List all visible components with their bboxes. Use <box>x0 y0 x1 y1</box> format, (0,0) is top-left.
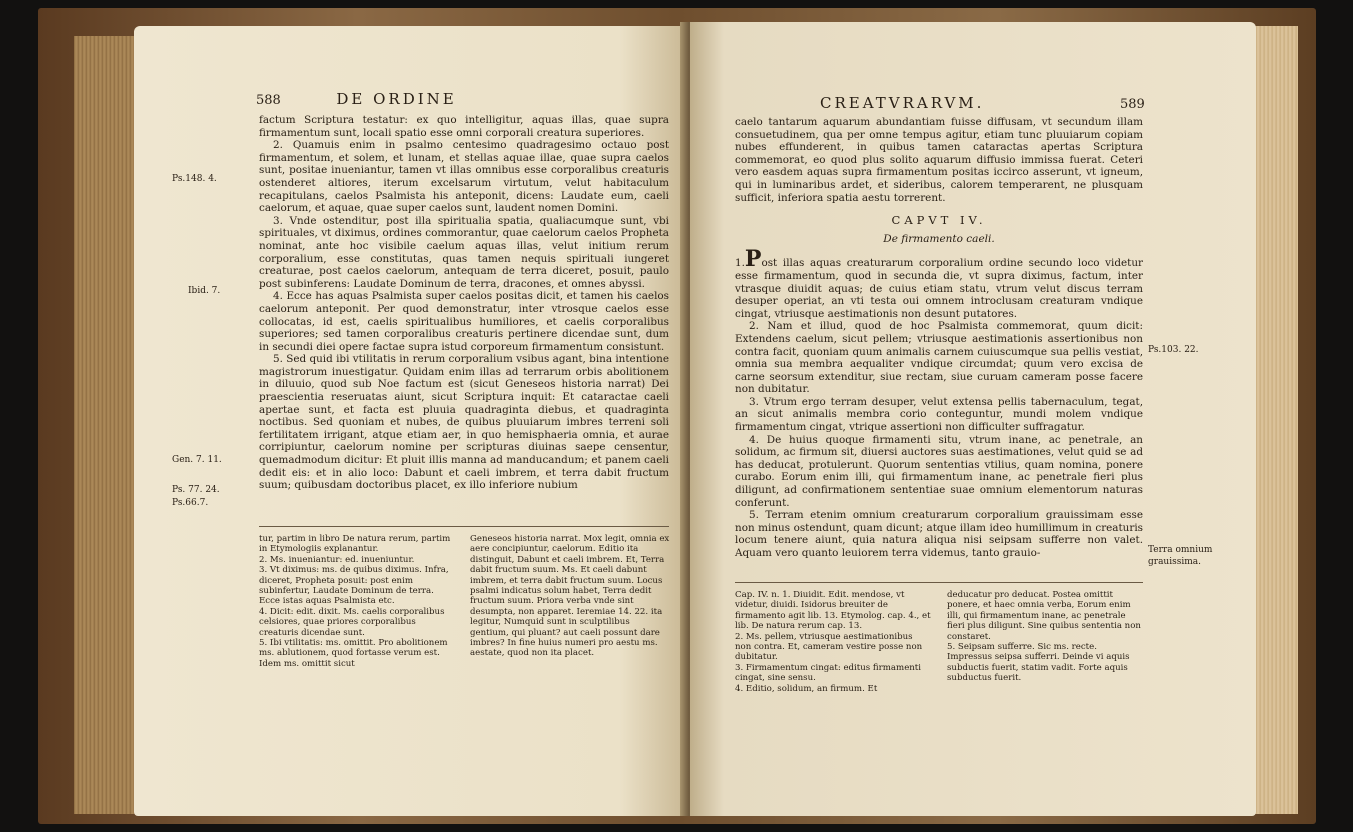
left-paragraph: factum Scriptura testatur: ex quo intelligitur, aquas illas, quae supra firmamentum sunt, locali spatio esse omni corporali creatura superiores. <box>259 114 669 139</box>
left-paragraph: 4. Ecce has aquas Psalmista super caelos positas dicit, et tamen his caelos caelorum anteponit. Per quod demonstratur, inter vtrosque caelos esse collocatas, id est, caelis spiritualibus humiliores, et caelis corporalibus superiores; sed tamen corporalibus creaturis pertinere dicendae sunt, dum in secundi diei opere factae supra istud corporeum firmamentum consistunt. <box>259 290 669 353</box>
chapter-subtitle: De firmamento caeli. <box>883 232 995 245</box>
note: 3. Vt diximus: ms. de quibus diximus. Infra, diceret, Propheta posuit: post enim subinfertur, Laudate Dominum de terra. Ecce istas aquas Psalmista etc. <box>259 565 449 607</box>
right-notes-col1 <box>735 590 931 694</box>
left-page <box>134 26 686 816</box>
note: tur, partim in libro De natura rerum, partim in Etymologiis explanantur. <box>259 534 451 555</box>
right-paragraph: 5. Terram etenim omnium creaturarum corporalium grauissimam esse non minus ostendunt, quam dicunt; atque illam ideo humillimum in creaturis locum tenere aiunt, quia natura aliqua nisi seipsam sufferre non valet. Aquam vero quanto leuiorem terra videmus, tanto grauio- <box>735 509 1143 559</box>
left-running-head <box>256 90 457 112</box>
margin-note: Ps.103. 22. <box>1148 345 1199 355</box>
right-notes-col2 <box>947 590 1143 684</box>
note: 5. Ibi vtilitatis: ms. omittit. Pro abolitionem ms. ablutionem, quod fortasse verum est. Idem ms. omittit sicut <box>259 638 448 669</box>
margin-note: Ibid. 7. <box>188 286 221 296</box>
left-body <box>259 114 669 492</box>
right-page-edges <box>1252 26 1298 814</box>
right-head-title: CREATVRARVM. <box>820 94 985 112</box>
note: 4. Editio, solidum, an firmum. Et <box>735 683 878 694</box>
first-paragraph-text: ost illas aquas creaturarum corporalium ordine secundo loco videtur esse firmamentum, quod in secunda die, vt supra diximus, factum, inter vtrasque diuidit aquas; de cuius etiam statu, vtrum velut discus terram desuper operiat, an vti testa oui omnem introclusam creaturam vndique cingat, vtriusque aestimationis non desunt putatores. <box>735 257 1143 320</box>
margin-note: grauissima. <box>1148 557 1201 567</box>
left-paragraph: 5. Sed quid ibi vtilitatis in rerum corporalium vsibus agant, bina intentione magistrorum inuestigatur. Quidam enim illas ad terrarum orbis abolitionem in diluuio, quod sub Noe factum est (sicut Geneseos historia narrat) Dei praescientia reseruatas aiunt, sicut Scriptura inquit: Et cataractae caeli apertae sunt, et facta est pluuia quadraginta diebus, et quadraginta noctibus. Sed quoniam et nubes, de quibus pluuiarum imbres terreni soli fertilitatem irrigant, atque etiam aer, in quo hemisphaeria omnia, et aurae corripiuntur, caelorum nomine per scripturas diuinas saepe censentur, quemadmodum dicitur: Et pluit illis manna ad manducandum; et panem caeli dedit eis: et in alio loco: Dabunt et caeli imbrem, et terra dabit fructum suum; quibusdam doctoribus placet, ex illo inferiore nubium <box>259 353 669 492</box>
note: 3. Firmamentum cingat: editus firmamenti cingat, sine sensu. <box>735 662 922 684</box>
chapter-title: CAPVT IV. <box>891 213 987 228</box>
note: 2. Ms. inueniantur: ed. inueniuntur. <box>259 554 415 565</box>
left-page-number: 588 <box>256 93 281 108</box>
paragraph-number: 1. <box>735 257 745 270</box>
right-page-number: 589 <box>1119 97 1145 112</box>
margin-note: Ps. 77. 24. <box>172 485 220 495</box>
left-paragraph: 3. Vnde ostenditur, post illa spiritualia spatia, qualiacumque sunt, vbi spirituales, vt diximus, ordines commorantur, quae caelorum caelos Propheta nominat, ante hoc visibile caelum aquas illas, velut initium rerum corporalium, esse constitutas, quas tamen nequis spirituali iungeret creaturae, post caelos caelorum, antequam de terra diceret, posuit, paulo post subinferens: Laudate Dominum de terra, dracones, et omnes abyssi. <box>259 214 669 290</box>
note: 4. Dicit: edit. dixit. Ms. caelis corporalibus celsiores, quae priores corporalibus creaturis dicendae sunt. <box>259 606 445 638</box>
note: deducatur pro deducat. Postea omittit ponere, et haec omnia verba, Eorum enim illi, qui firmamentum inane, ac penetrale fieri plus diligunt. Sine quibus sententia non constaret. <box>947 590 1141 642</box>
right-intro: caelo tantarum aquarum abundantiam fuisse diffusam, vt secundum illam consuetudinem, qua per omne tempus agitur, etiam tunc pluuiarum copiam nubes effunderent, in quibus tamen cataractas apertas Scriptura commemorat, eo quod plus solito aquarum diffusio immissa fuerat. Ceteri vero easdem aquas supra firmamentum positas iccirco asserunt, vt igneum, qui in luminaribus ardet, et sideribus, calorem temperarent, ne plusquam sufficit, inferiora spatia aestu torrerent. <box>735 116 1143 204</box>
margin-note: Ps.148. 4. <box>172 174 217 184</box>
note: 2. Ms. pellem, vtriusque aestimationibus non contra. Et, cameram vestire posse non dubitatur. <box>735 631 923 663</box>
right-paragraph: 4. De huius quoque firmamenti situ, vtrum inane, ac penetrale, an solidum, ac firmum sit, diuersi auctores suas aestimationes, velut quid se ad has deducat, protulerunt. Quorum sententias vtilius, quam nomina, ponere curabo. Eorum enim illi, qui firmamentum inane, ac penetrale fieri plus diligunt, ad confirmationem sententiae suae omnium elementorum naturas conferunt. <box>735 433 1143 509</box>
left-notes-col2 <box>470 534 670 659</box>
note: 5. Seipsam sufferre. Sic ms. recte. Impressus seipsa sufferri. Deinde vi aquis subductis fuerit, statim vadit. Forte aquis subductus fuerit. <box>947 642 1130 684</box>
left-paragraph: 2. Quamuis enim in psalmo centesimo quadragesimo octauo post firmamentum, et solem, et lunam, et stellas aquae illae, quae supra caelos sunt, positae inueniantur, tamen vt illas omnibus esse corporalibus creaturis ostenderet altiores, iterum excelsarum virtutum, velut habitaculum recapitulans, caelos Psalmista his anteponit, dicens: Laudate eum, caeli caelorum, et aquae, quae super caelos sunt, laudent nomen Domini. <box>259 139 669 215</box>
right-footnote-rule <box>735 582 1143 583</box>
note: Geneseos historia narrat. Mox legit, omnia ex aere concipiuntur, caelorum. Editio ita distinguit, Dabunt et caeli imbrem. Et, Terra dabit fructum suum. Ms. Et caeli dabunt imbrem, et terra dabit fructum suum. Locus psalmi indicatus solum habet, Terra dedit fructum suum. Priora verba vnde sint desumpta, non apparet. Ieremiae 14. 22. ita legitur, Numquid sunt in sculptilibus gentium, qui pluant? aut caeli possunt dare imbres? In fine huius numeri pro aestu ms. aestate, quod non ita placet. <box>470 534 670 659</box>
right-paragraph: 2. Nam et illud, quod de hoc Psalmista commemorat, quum dicit: Extendens caelum, sicut pellem; vtriusque aestimationis assertionibus non contra facit, quoniam quum animalis carnem cuiuscumque sua pellis vestiat, omnia sua membra aequaliter vndique circumdat; quum vero excisa de carne seorsum extenditur, siue rectam, siue curuam cameram posse facere non dubitatur. <box>735 320 1143 396</box>
margin-note: Ps.66.7. <box>172 498 209 508</box>
right-running-head <box>820 94 1145 116</box>
drop-cap: P <box>744 246 762 273</box>
left-notes-col1 <box>259 534 457 669</box>
margin-note: Gen. 7. 11. <box>172 455 222 465</box>
margin-note: Terra omnium <box>1148 545 1213 555</box>
right-page <box>690 22 1256 816</box>
left-page-edges <box>74 36 136 814</box>
right-paragraph: 3. Vtrum ergo terram desuper, velut extensa pellis tabernaculum, tegat, an sicut animalis membra corio conteguntur, mundi molem vndique firmamentum cingat, vtrique assertioni non difficulter suffragatur. <box>735 395 1143 434</box>
left-footnote-rule <box>259 526 669 527</box>
note: Cap. IV. n. 1. Diuidit. Edit. mendose, vt videtur, diuidi. Isidorus breuiter de firmamento agit lib. 13. Etymolog. cap. 4., et lib. De natura rerum cap. 13. <box>735 590 931 632</box>
right-paragraph-first <box>735 246 1143 320</box>
left-head-title: DE ORDINE <box>336 90 457 108</box>
right-body <box>735 116 1143 560</box>
